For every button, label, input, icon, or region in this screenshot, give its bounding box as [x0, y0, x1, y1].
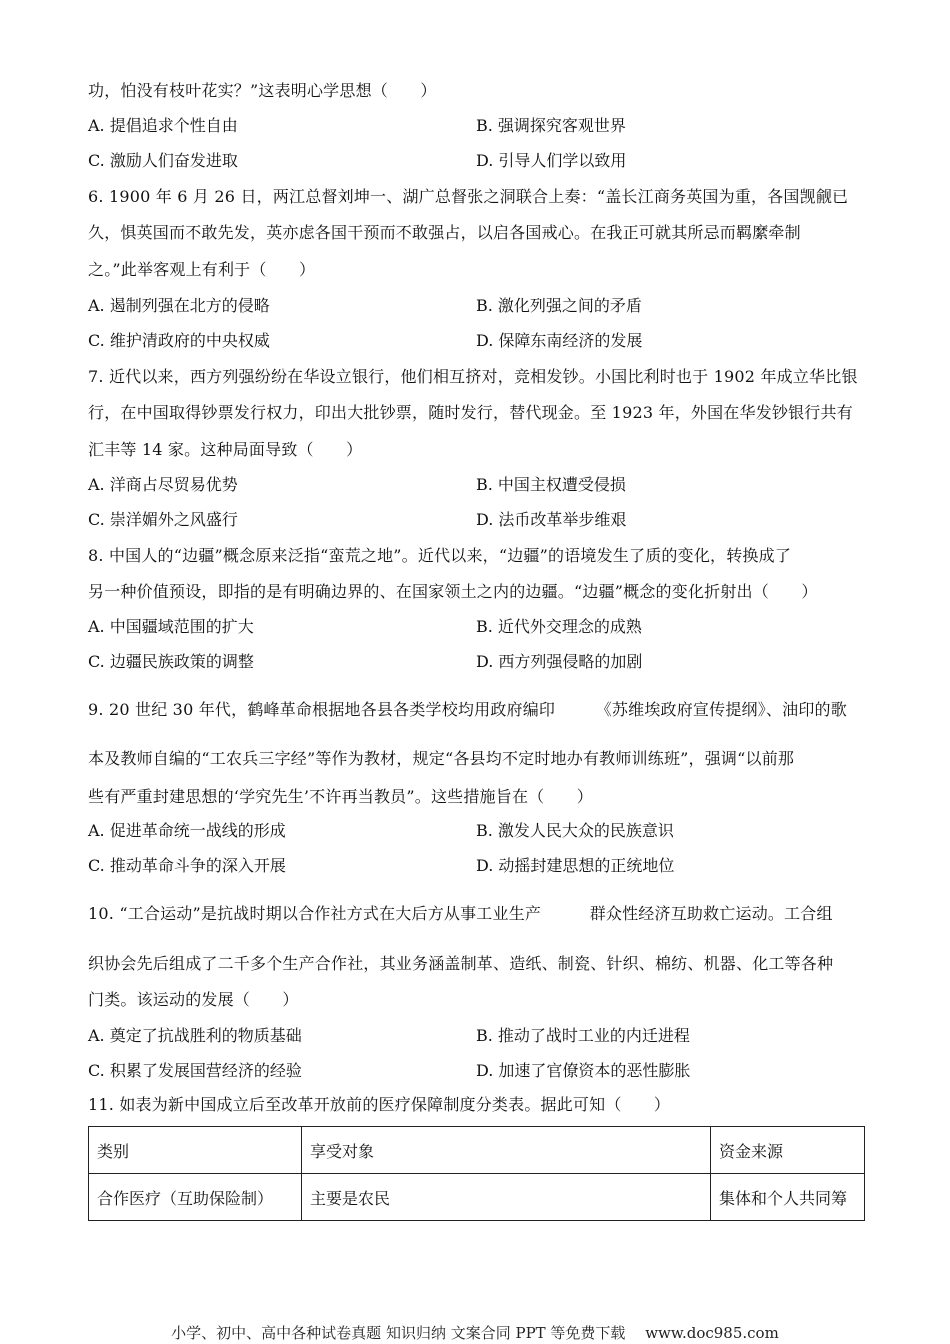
q5-option-c[interactable]: C. 激励人们奋发进取 — [88, 151, 238, 170]
q10-option-b[interactable]: B. 推动了战时工业的内迁进程 — [476, 1026, 690, 1045]
q9-stem-line-3: 些有严重封建思想的‘学究先生’不许再当教员”。这些措施旨在（ ） — [88, 787, 593, 806]
q9-option-c[interactable]: C. 推动革命斗争的深入开展 — [88, 856, 286, 875]
table-cell: 主要是农民 — [302, 1174, 711, 1221]
table-row — [89, 1174, 865, 1221]
q8-option-d[interactable]: D. 西方列强侵略的加剧 — [476, 652, 643, 671]
q10-stem-line-3: 门类。该运动的发展（ ） — [88, 990, 299, 1009]
q7-option-b[interactable]: B. 中国主权遭受侵损 — [476, 475, 626, 494]
q5-option-d[interactable]: D. 引导人们学以致用 — [476, 151, 627, 170]
page-footer: 小学、初中、高中各种试卷真题 知识归纳 文案合同 PPT 等免费下载 www.doc985.com — [171, 1324, 779, 1342]
q6-option-a[interactable]: A. 遏制列强在北方的侵略 — [88, 296, 270, 315]
q7-stem-line-1: 7. 近代以来，西方列强纷纷在华设立银行，他们相互挤对，竞相发钞。小国比利时也于 1902 年成立华比银 — [88, 367, 858, 386]
table-header-cell: 类别 — [89, 1127, 302, 1174]
table-header-row — [89, 1127, 865, 1174]
q8-option-a[interactable]: A. 中国疆域范围的扩大 — [88, 617, 254, 636]
table-cell: 集体和个人共同筹 — [711, 1174, 865, 1221]
q10-stem-line-1: 10. “工合运动”是抗战时期以合作社方式在大后方从事工业生产 群众性经济互助救亡运动。工合组 — [88, 904, 833, 923]
q8-stem-line-1: 8. 中国人的“边疆”概念原来泛指“蛮荒之地”。近代以来，“边疆”的语境发生了质的变化，转换成了 — [88, 546, 792, 565]
q7-option-c[interactable]: C. 崇洋媚外之风盛行 — [88, 510, 238, 529]
q10-stem-line-2: 织协会先后组成了二千多个生产合作社，其业务涵盖制革、造纸、制瓷、针织、棉纺、机器、化工等各种 — [88, 954, 834, 973]
medical-insurance-table — [88, 1126, 865, 1221]
table-cell: 合作医疗（互助保险制） — [89, 1174, 302, 1221]
q7-stem-line-2: 行，在中国取得钞票发行权力，印出大批钞票，随时发行，替代现金。至 1923 年，外国在华发钞银行共有 — [88, 403, 853, 422]
q7-option-a[interactable]: A. 洋商占尽贸易优势 — [88, 475, 238, 494]
q11-stem: 11. 如表为新中国成立后至改革开放前的医疗保障制度分类表。据此可知（ ） — [88, 1095, 671, 1114]
table-header-cell: 享受对象 — [302, 1127, 711, 1174]
q9-option-b[interactable]: B. 激发人民大众的民族意识 — [476, 821, 674, 840]
table-header-cell: 资金来源 — [711, 1127, 865, 1174]
q5-option-b[interactable]: B. 强调探究客观世界 — [476, 116, 626, 135]
q8-option-b[interactable]: B. 近代外交理念的成熟 — [476, 617, 642, 636]
q6-option-c[interactable]: C. 维护清政府的中央权威 — [88, 331, 270, 350]
q9-option-a[interactable]: A. 促进革命统一战线的形成 — [88, 821, 286, 840]
q9-stem-line-1: 9. 20 世纪 30 年代，鹤峰革命根据地各县各类学校均用政府编印 《苏维埃政府宣传提纲》、油印的歌 — [88, 700, 847, 719]
q6-stem-line-2: 久，惧英国而不敢先发，英亦虑各国干预而不敢强占，以启各国戒心。在我正可就其所忌而羁縻牵制 — [88, 223, 801, 242]
q6-stem-line-1: 6. 1900 年 6 月 26 日，两江总督刘坤一、湖广总督张之洞联合上奏：“盖长江商务英国为重，各国觊觎已 — [88, 187, 849, 206]
q10-option-c[interactable]: C. 积累了发展国营经济的经验 — [88, 1061, 302, 1080]
q6-stem-line-3: 之。”此举客观上有利于（ ） — [88, 260, 316, 279]
q10-option-d[interactable]: D. 加速了官僚资本的恶性膨胀 — [476, 1061, 691, 1080]
q6-option-b[interactable]: B. 激化列强之间的矛盾 — [476, 296, 642, 315]
q5-stem-tail: 功，怕没有枝叶花实？”这表明心学思想（ ） — [88, 81, 437, 100]
q9-stem-line-2: 本及教师自编的“工农兵三字经”等作为教材，规定“各县均不定时地办有教师训练班”，强调“以前那 — [88, 749, 795, 768]
q6-option-d[interactable]: D. 保障东南经济的发展 — [476, 331, 643, 350]
q8-option-c[interactable]: C. 边疆民族政策的调整 — [88, 652, 254, 671]
q10-option-a[interactable]: A. 奠定了抗战胜利的物质基础 — [88, 1026, 302, 1045]
q5-option-a[interactable]: A. 提倡追求个性自由 — [88, 116, 238, 135]
q9-option-d[interactable]: D. 动摇封建思想的正统地位 — [476, 856, 675, 875]
q7-stem-line-3: 汇丰等 14 家。这种局面导致（ ） — [88, 440, 363, 459]
q8-stem-line-2: 另一种价值预设，即指的是有明确边界的、在国家领土之内的边疆。“边疆”概念的变化折射出（ ） — [88, 582, 818, 601]
q7-option-d[interactable]: D. 法币改革举步维艰 — [476, 510, 627, 529]
